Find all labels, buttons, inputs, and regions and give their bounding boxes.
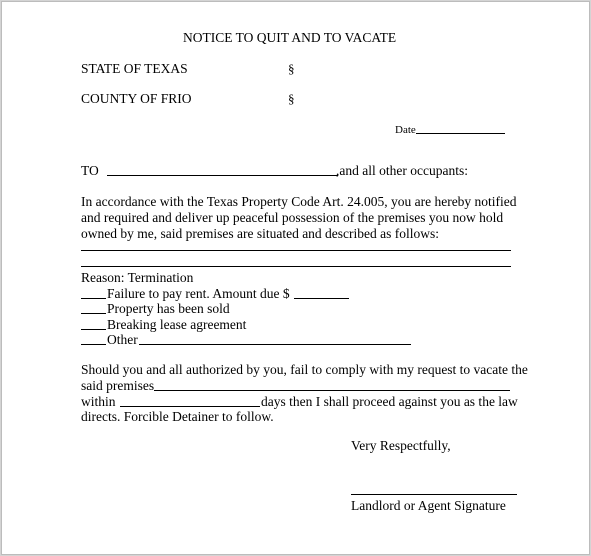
signature-label: Landlord or Agent Signature xyxy=(351,498,506,513)
date-field[interactable] xyxy=(416,133,505,134)
signature-field[interactable] xyxy=(351,494,517,495)
paragraph-1-line-3: owned by me, said premises are situated and described as follows: xyxy=(81,226,440,241)
section-symbol-state: § xyxy=(288,61,295,76)
to-suffix: ,and all other occupants: xyxy=(336,163,468,178)
premises-description-line-1[interactable] xyxy=(81,250,511,251)
reason-other-field[interactable] xyxy=(139,344,411,345)
closing: Very Respectfully, xyxy=(351,438,451,453)
paragraph-1-line-2: and required and deliver up peaceful possession of the premises you now hold xyxy=(81,210,504,225)
paragraph-2-line-4: directs. Forcible Detainer to follow. xyxy=(81,409,274,424)
date-label: Date xyxy=(395,124,416,136)
section-symbol-county: § xyxy=(288,91,295,106)
document-page xyxy=(1,1,590,555)
paragraph-2-line-3-suffix: days then I shall proceed against you as the law xyxy=(261,394,518,409)
state-label: STATE OF TEXAS xyxy=(81,61,188,76)
reason-failure-label: Failure to pay rent. Amount due $ xyxy=(107,286,290,301)
days-field[interactable] xyxy=(120,406,260,407)
reason-label: Reason: Termination xyxy=(81,270,194,285)
reason-breaking-checkbox[interactable] xyxy=(81,329,106,330)
amount-due-field[interactable] xyxy=(294,298,349,299)
to-label: TO xyxy=(81,163,99,178)
reason-sold-checkbox[interactable] xyxy=(81,313,106,314)
county-label: COUNTY OF FRIO xyxy=(81,91,192,106)
paragraph-2-line-3-prefix: within xyxy=(81,394,116,409)
reason-other-checkbox[interactable] xyxy=(81,344,106,345)
premises-description-line-2[interactable] xyxy=(81,266,511,267)
paragraph-1-line-1: In accordance with the Texas Property Code Art. 24.005, you are hereby notified xyxy=(81,194,517,209)
to-name-field[interactable] xyxy=(107,175,338,176)
paragraph-2-line-2: said premises xyxy=(81,378,155,393)
premises-field[interactable] xyxy=(154,390,510,391)
reason-failure-checkbox[interactable] xyxy=(81,298,106,299)
paragraph-2-line-1: Should you and all authorized by you, fail to comply with my request to vacate the xyxy=(81,362,528,377)
document-title: NOTICE TO QUIT AND TO VACATE xyxy=(183,30,397,45)
reason-sold-label: Property has been sold xyxy=(107,301,230,316)
reason-other-label: Other xyxy=(107,332,138,347)
reason-breaking-label: Breaking lease agreement xyxy=(107,317,247,332)
